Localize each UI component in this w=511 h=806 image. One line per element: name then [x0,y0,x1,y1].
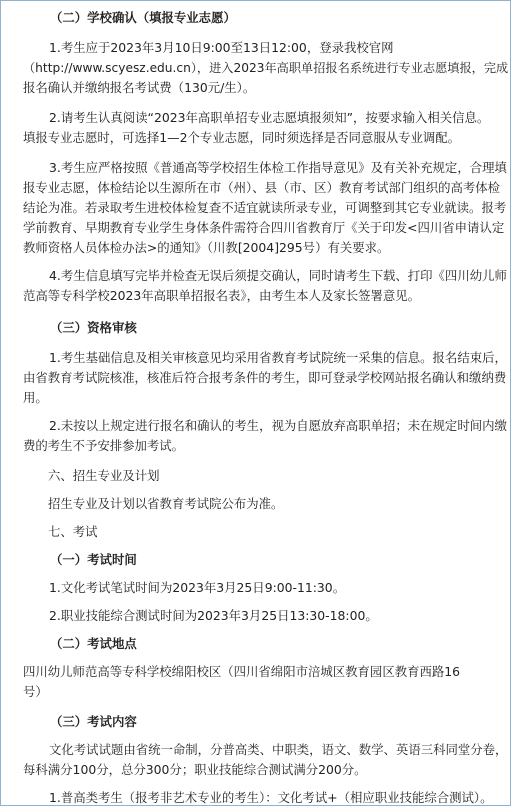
section-heading: （三）资格审核 [50,320,137,335]
text-line: 2.未按以上规定进行报名和确认的考生，视为自愿放弃高职单招；未在规定时间内缴 [49,418,507,433]
text-line: 四川幼儿师范高等专科学校绵阳校区（四川省绵阳市涪城区教育园区教育西路16 [23,664,461,679]
text-line: 用。 [23,390,48,405]
text-line: 2.职业技能综合测试时间为2023年3月25日13:30-18:00。 [49,608,378,623]
text-line: 1.文化考试笔试时间为2023年3月25日9:00-11:30。 [49,580,346,595]
text-line: 填报专业志愿时，可选择1—2个专业志愿，同时须选择是否同意服从专业调配。 [23,130,461,145]
text-line: 报专业志愿，体检结论以生源所在市（州）、县（市、区）教育考试部门组织的高考体检 [23,180,501,195]
text-line: 2.请考生认真阅读“2023年高职单招专业志愿填报须知”，按要求输入相关信息。 [49,110,490,125]
text-line: 范高等专科学校2023年高职单招报名表》，由考生本人及家长签署意见。 [23,288,421,303]
text-line: 六、招生专业及计划 [48,468,160,483]
text-line: 结论为准。若录取考生进校体检复查不适宜就读所录专业，可调整到其它专业就读。报考 [23,200,507,215]
text-line: 报名确认并缴纳报名考试费（130元/生）。 [23,80,256,95]
text-line: 费的考生不予安排参加考试。 [23,438,185,453]
text-line: 每科满分100分，总分300分；职业技能综合测试满分200分。 [23,762,367,777]
text-line: 七、考试 [48,524,98,539]
text-line: 1.考生基础信息及相关审核意见均采用省教育考试院统一采集的信息。报名结束后， [49,350,507,365]
text-line: 教师资格人员体检办法>的通知》（川教[2004]295号）有关要求。 [23,240,390,255]
text-line: 由省教育考试院核准，核准后符合报考条件的考生，即可登录学校网站报名确认和缴纳费 [23,370,507,385]
section-heading: （三）考试内容 [50,714,137,729]
text-line: 4.考生信息填写完毕并检查无误后须提交确认，同时请考生下载、打印《四川幼儿师 [49,268,507,283]
text-line: 学前教育、早期教育专业学生身体条件需符合四川省教育厅《关于印发<四川省申请认定 [23,220,505,235]
text-line: （http://www.scyesz.edu.cn），进入2023年高职单招报名系统进行专业志愿填报，完成 [23,61,509,75]
section-heading: （二）考试地点 [50,636,137,651]
text-line: 1.普高类考生（报考非艺术专业的考生）：文化考试+（相应职业技能综合测试）。 [49,790,493,805]
text-line: 3.考生应严格按照《普通高等学校招生体检工作指导意见》及有关补充规定，合理填 [49,160,507,175]
text-line: 1.考生应于2023年3月10日9:00至13日12:00，登录我校官网 [49,40,394,55]
text-line: 文化考试试题由省统一命制，分普高类、中职类，语文、数学、英语三科同堂分卷， [49,742,508,757]
text-line: 号） [23,684,48,699]
text-line: 招生专业及计划以省教育考试院公布为准。 [48,496,284,511]
section-heading: （二）学校确认（填报专业志愿） [50,10,236,25]
section-heading: （一）考试时间 [50,552,137,567]
